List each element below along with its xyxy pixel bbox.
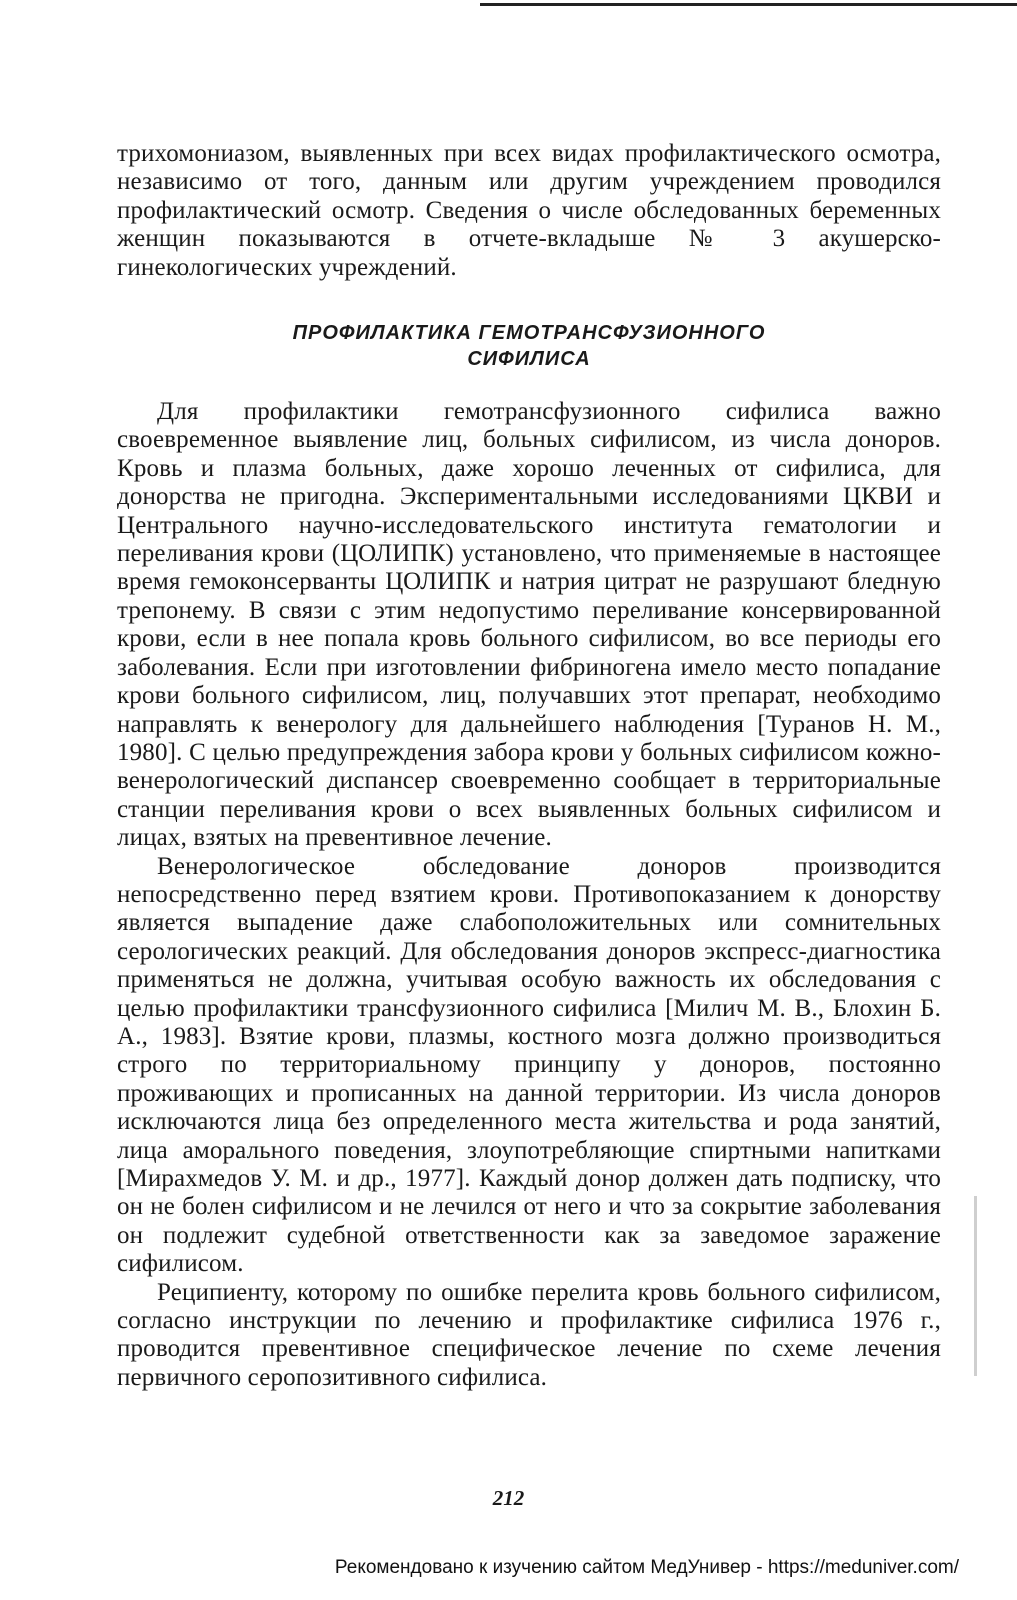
section-heading-line-2: СИФИЛИСА [467, 348, 591, 371]
paragraph-recipient-treatment: Реципиенту, которому по ошибке перелита кровь больного сифилисом, согласно инструкции по лечению и профилактике сифилиса 1976 г., проводится превентивное специфическое лечение по схеме лечения первичного серопозитивного сифилиса. [117, 1278, 941, 1391]
paragraph-donor-screening: Для профилактики гемотрансфузионного сифилиса важно своевременное выявление лиц, больных сифилисом, из числа доноров. Кровь и плазма больных, даже хорошо леченных от сифилиса, для донорства не пригодна. Экспериментальными исследованиями ЦКВИ и Центрального научно-исследовательского института гематологии и переливания крови (ЦОЛИПК) установлено, что применяемые в настоящее время гемоконсерванты ЦОЛИПК и натрия цитрат не разрушают бледную трепонему. В связи с этим недопустимо переливание консервированной крови, если в нее попала кровь больного сифилисом, во все периоды его заболевания. Если при изготовлении фибриногена имело место попадание крови больного сифилисом, лиц, получавших этот препарат, необходимо направлять к венерологу для дальнейшего наблюдения [Туранов Н. М., 1980]. С целью предупреждения забора крови у больных сифилисом кожно-венерологический диспансер своевременно сообщает в территориальные станции переливания крови о всех выявленных больных сифилисом и лицах, взятых на превентивное лечение. [117, 398, 941, 852]
section-heading-line-1: ПРОФИЛАКТИКА ГЕМОТРАНСФУЗИОННОГО [292, 322, 766, 345]
scan-edge-mark [974, 1196, 977, 1376]
watermark-text: Рекомендовано к изучению сайтом МедУнивер - https://meduniver.com/ [334, 1557, 959, 1578]
top-rule [480, 3, 1017, 6]
page-body [117, 140, 941, 1392]
page-number: 212 [492, 1486, 525, 1510]
intro-paragraph: трихомониазом, выявленных при всех видах профилактического осмотра, независимо от того, данным или другим учреждением проводился профилактический осмотр. Сведения о числе обследованных беременных женщин показываются в отчете-вкладыше № 3 акушерско-гинекологических учреждений. [117, 140, 941, 281]
paragraph-donor-examination: Венерологическое обследование доноров производится непосредственно перед взятием крови. Противопоказанием к донорству является выпадение даже слабоположительных или сомнительных серологических реакций. Для обследования доноров экспресс-диагностика применяться не должна, учитывая особую важность их обследования с целью профилактики трансфузионного сифилиса [Милич М. В., Блохин Б. А., 1983]. Взятие крови, плазмы, костного мозга должно производиться строго по территориальному принципу у доноров, постоянно проживающих и прописанных на данной территории. Из числа доноров исключаются лица без определенного места жительства и рода занятий, лица аморального поведения, злоупотребляющие спиртными напитками [Мирахмедов У. М. и др., 1977]. Каждый донор должен дать подписку, что он не болен сифилисом и не лечился от него и что за сокрытие заболевания он подлежит судебной ответственности как за заведомое заражение сифилисом. [117, 852, 941, 1278]
section-heading [117, 320, 941, 372]
